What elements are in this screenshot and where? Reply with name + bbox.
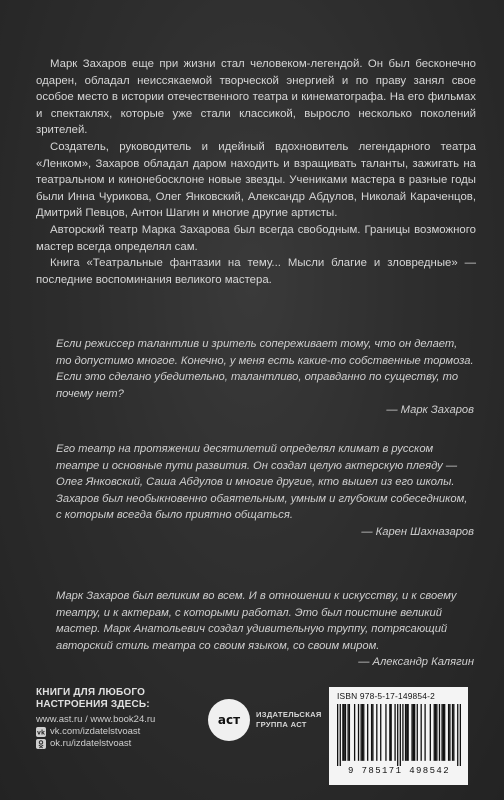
barcode-bar [434, 704, 435, 761]
publisher-name-line: ИЗДАТЕЛЬСКАЯ [256, 710, 322, 719]
publisher-block [208, 695, 322, 745]
publisher-name-line: ГРУППА АСТ [256, 720, 307, 729]
barcode-bar [441, 704, 442, 761]
quote-zakharov [56, 336, 474, 419]
barcode-bar [439, 704, 440, 761]
promo-title-line: КНИГИ ДЛЯ ЛЮБОГО [36, 687, 146, 698]
barcode-bar [407, 704, 408, 761]
ok-link[interactable]: ok.ru/izdatelstvoast [50, 738, 132, 749]
barcode-bar [448, 704, 449, 761]
ok-icon [36, 739, 46, 749]
barcode-bar [413, 704, 414, 761]
barcode-bar [337, 704, 338, 766]
websites-link[interactable]: www.ast.ru / www.book24.ru [36, 714, 156, 725]
barcode-bar [363, 704, 364, 761]
barcode-bar [449, 704, 450, 761]
barcode-bar [435, 704, 436, 761]
promo-title-line: НАСТРОЕНИЯ ЗДЕСЬ: [36, 699, 150, 710]
barcode-bar [443, 704, 444, 761]
barcode-bar [400, 704, 401, 766]
annotation-paragraph: Авторский театр Марка Захарова был всегда свободным. Границы возможного мастер всегда определял сам. [36, 223, 476, 253]
annotation-paragraph: Создатель, руководитель и идейный вдохновитель легендарного театра «Ленком», Захаров обладал даром находить и взращивать таланты, зажигать на театральном и кинонебосклоне новые звезды. Учениками мастера в разные годы были Инна Чурикова, Олег Янковский, Александр Абдулов, Николай Караченцов, Дмитрий Певцов, Антон Шагин и многие другие артисты. [36, 140, 476, 220]
quote-shakhnazarov [56, 441, 474, 541]
barcode-icon [337, 704, 461, 766]
quote-author: — Карен Шахназаров [361, 525, 474, 538]
barcode-bar [372, 704, 373, 761]
barcode-bar [402, 704, 403, 761]
quote-text: Марк Захаров был великим во всем. И в отношении к искусству, и к своему театру, и к актерам, с которыми работал. Это был поистине великий мастер. Марк Анатольевич создал удивительную труппу, потрясающий авторский стиль театра со своим языком, со своим миром. [56, 590, 457, 652]
isbn-label: ISBN 978-5-17-149854-2 [337, 691, 435, 701]
quote-author: — Александр Калягин [358, 656, 474, 669]
imprint-panel [36, 687, 468, 785]
barcode-bar [417, 704, 418, 761]
barcode-bar [391, 704, 392, 761]
barcode-bar [367, 704, 368, 761]
barcode-bar [411, 704, 412, 761]
barcode-bar [349, 704, 350, 761]
vk-icon [36, 727, 46, 737]
barcode-bar [424, 704, 425, 761]
svg-text:vk: vk [37, 729, 45, 737]
barcode-bar [358, 704, 359, 761]
barcode-bar [347, 704, 348, 761]
publisher-name [256, 710, 322, 730]
annotation-paragraph: Марк Захаров еще при жизни стал человеком-легендой. Он был бесконечно одарен, обладал неиссякаемой творческой энергией и по праву занял свое особое место в истории отечественного театра и кинематографа. На его фильмах и спектаклях, которые уже стали классикой, выросло несколько поколений зрителей. [36, 58, 476, 137]
quote-author: — Марк Захаров [386, 404, 474, 417]
quote-text: Если режиссер талантлив и зритель сопереживает тому, что он делает, то допустимо многое. Конечно, у меня есть какие-то собственные тормоза. Если это сделано убедительно, талантливо, оправданно по существу, то почему нет? [56, 338, 474, 400]
quote-kalyagin [56, 588, 474, 671]
barcode-bar [397, 704, 398, 766]
barcode-bar [414, 704, 415, 761]
barcode-box [329, 687, 468, 785]
barcode-bar [394, 704, 395, 761]
barcode-bar [344, 704, 345, 761]
promo-block [36, 687, 196, 785]
barcode-bar [354, 704, 355, 761]
barcode-bar [430, 704, 431, 761]
barcode-bar [362, 704, 363, 761]
barcode-bar [453, 704, 454, 761]
barcode-bar [385, 704, 386, 761]
barcode-bar [376, 704, 377, 761]
barcode-bar [406, 704, 407, 761]
promo-ok[interactable] [36, 738, 196, 750]
barcode-bar [421, 704, 422, 761]
quote-text: Его театр на протяжении десятилетий определял климат в русском театре и основные пути развития. Он создал целую актерскую плеяду — Олег Янковский, Саша Абдулов и многие другие, кто вышел из его школы. Захаров был необыкновенно обаятельным, умным и глубоким собеседником, с которым всегда было приятно общаться. [56, 443, 468, 522]
barcode-bar [452, 704, 453, 761]
promo-websites[interactable] [36, 714, 196, 726]
barcode-bar [457, 704, 458, 766]
barcode-bar [444, 704, 445, 761]
barcode-digits: 9 785171 498542 [347, 766, 450, 776]
barcode-bar [340, 704, 341, 766]
promo-title [36, 687, 196, 711]
barcode-bar [389, 704, 390, 761]
publisher-logo [208, 699, 250, 741]
publisher-logo-text: аст [217, 713, 241, 727]
barcode-bar [345, 704, 346, 761]
vk-link[interactable]: vk.com/izdatelstvoast [50, 726, 141, 737]
promo-vk[interactable] [36, 726, 196, 738]
barcode-bar [371, 704, 372, 761]
barcode-bar [436, 704, 437, 761]
barcode-bar [460, 704, 461, 766]
annotation-paragraph: Книга «Театральные фантазии на тему... Мысли благие и зловредные» — последние воспоминания великого мастера. [36, 257, 476, 286]
barcode-bar [405, 704, 406, 761]
annotation-text [36, 56, 476, 288]
barcode-bar [360, 704, 361, 761]
barcode-bar [380, 704, 381, 761]
barcode-bar [342, 704, 343, 761]
